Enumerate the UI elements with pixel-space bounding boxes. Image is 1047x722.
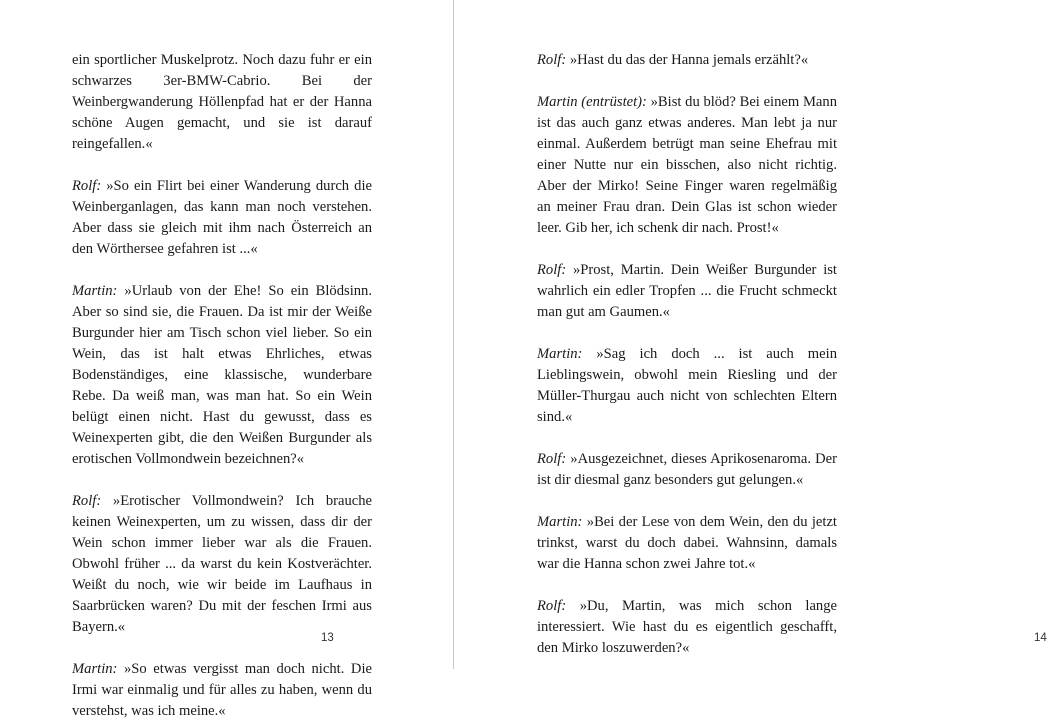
paragraph: [72, 491, 372, 638]
dialogue-text: ein sportlicher Muskelprotz. Noch dazu fuhr er ein schwarzes 3er-BMW-Cabrio. Bei der Weinbergwanderung Höllenpfad hat er der Hanna schöne Augen gemacht, und sie ist darauf reingefallen.«: [72, 52, 372, 152]
right-page: [454, 0, 1047, 669]
left-page-text: [72, 50, 372, 722]
speaker-label: Rolf:: [72, 493, 102, 509]
speaker-label: Rolf:: [537, 52, 567, 68]
dialogue-text: »Bei der Lese von dem Wein, den du jetzt trinkst, warst du doch dabei. Wahnsinn, damals war die Hanna schon zwei Jahre tot.«: [537, 514, 837, 572]
dialogue-text: »So ein Flirt bei einer Wanderung durch die Weinberganlagen, das kann man noch verstehen. Aber dass sie gleich mit ihm nach Österreich an den Wörthersee gefahren ist ...«: [72, 178, 372, 257]
paragraph: [537, 512, 837, 575]
speaker-label: Martin:: [72, 283, 118, 299]
speaker-label: Rolf:: [72, 178, 102, 194]
speaker-label: Martin:: [537, 346, 583, 362]
paragraph: [72, 176, 372, 260]
speaker-label: Rolf:: [537, 598, 567, 614]
paragraph: [72, 281, 372, 470]
paragraph: [72, 50, 372, 155]
paragraph: [537, 344, 837, 428]
paragraph: [537, 596, 837, 659]
dialogue-text: »Du, Martin, was mich schon lange interessiert. Wie hast du es eigentlich geschafft, den Mirko loszuwerden?«: [537, 598, 837, 656]
speaker-label: Rolf:: [537, 262, 567, 278]
paragraph: [72, 659, 372, 722]
speaker-label: Martin:: [537, 514, 583, 530]
speaker-label: Martin:: [72, 661, 118, 677]
paragraph: [537, 449, 837, 491]
dialogue-text: »Prost, Martin. Dein Weißer Burgunder ist wahrlich ein edler Tropfen ... die Frucht schmeckt man gut am Gaumen.«: [537, 262, 837, 320]
dialogue-text: »Hast du das der Hanna jemals erzählt?«: [569, 52, 809, 68]
dialogue-text: »Erotischer Vollmondwein? Ich brauche keinen Weinexperten, um zu wissen, dass dir der Wein schon immer lieber war als die Frauen. Obwohl früher ... da warst du kein Kostverächter. Weißt du noch, wie wir beide im Laufhaus in Saarbrücken waren? Du mit der feschen Irmi aus Bayern.«: [72, 493, 372, 635]
paragraph: [537, 50, 837, 71]
paragraph: [537, 260, 837, 323]
dialogue-text: »Bist du blöd? Bei einem Mann ist das auch ganz etwas anderes. Man lebt ja nur einmal. Außerdem betrügt man seine Ehefrau mit einer Nutte nur ein bisschen, also nicht richtig. Aber der Mirko! Seine Finger waren regelmäßig an meiner Frau dran. Dein Glas ist schon wieder leer. Gib her, ich schenk dir nach. Prost!«: [537, 94, 837, 236]
dialogue-text: »Sag ich doch ... ist auch mein Lieblingswein, obwohl mein Riesling und der Müller-Thurgau auch nicht von schlechten Eltern sind.«: [537, 346, 837, 425]
right-page-text: [537, 50, 837, 659]
page-number: 13: [321, 632, 334, 644]
paragraph: [537, 92, 837, 239]
dialogue-text: »So etwas vergisst man doch nicht. Die Irmi war einmalig und für alles zu haben, wenn du verstehst, was ich meine.«: [72, 661, 372, 719]
dialogue-text: »Urlaub von der Ehe! So ein Blödsinn. Aber so sind sie, die Frauen. Da ist mir der Weiße Burgunder hier am Tisch schon viel lieber. So ein Wein, das ist halt etwas Ehrliches, etwas Bodenständiges, eine klassische, wunderbare Rebe. Da weiß man, was man hat. So ein Wein belügt einen nicht. Hast du gewusst, dass es Weinexperten gibt, die den Weißen Burgunder als erotischen Vollmondwein bezeichnen?«: [72, 283, 372, 467]
speaker-label: Rolf:: [537, 451, 567, 467]
dialogue-text: »Ausgezeichnet, dieses Aprikosenaroma. Der ist dir diesmal ganz besonders gut gelungen.«: [537, 451, 837, 488]
speaker-label: Martin (entrüstet):: [537, 94, 647, 110]
page-number: 14: [1034, 632, 1047, 644]
left-page: [0, 0, 453, 719]
